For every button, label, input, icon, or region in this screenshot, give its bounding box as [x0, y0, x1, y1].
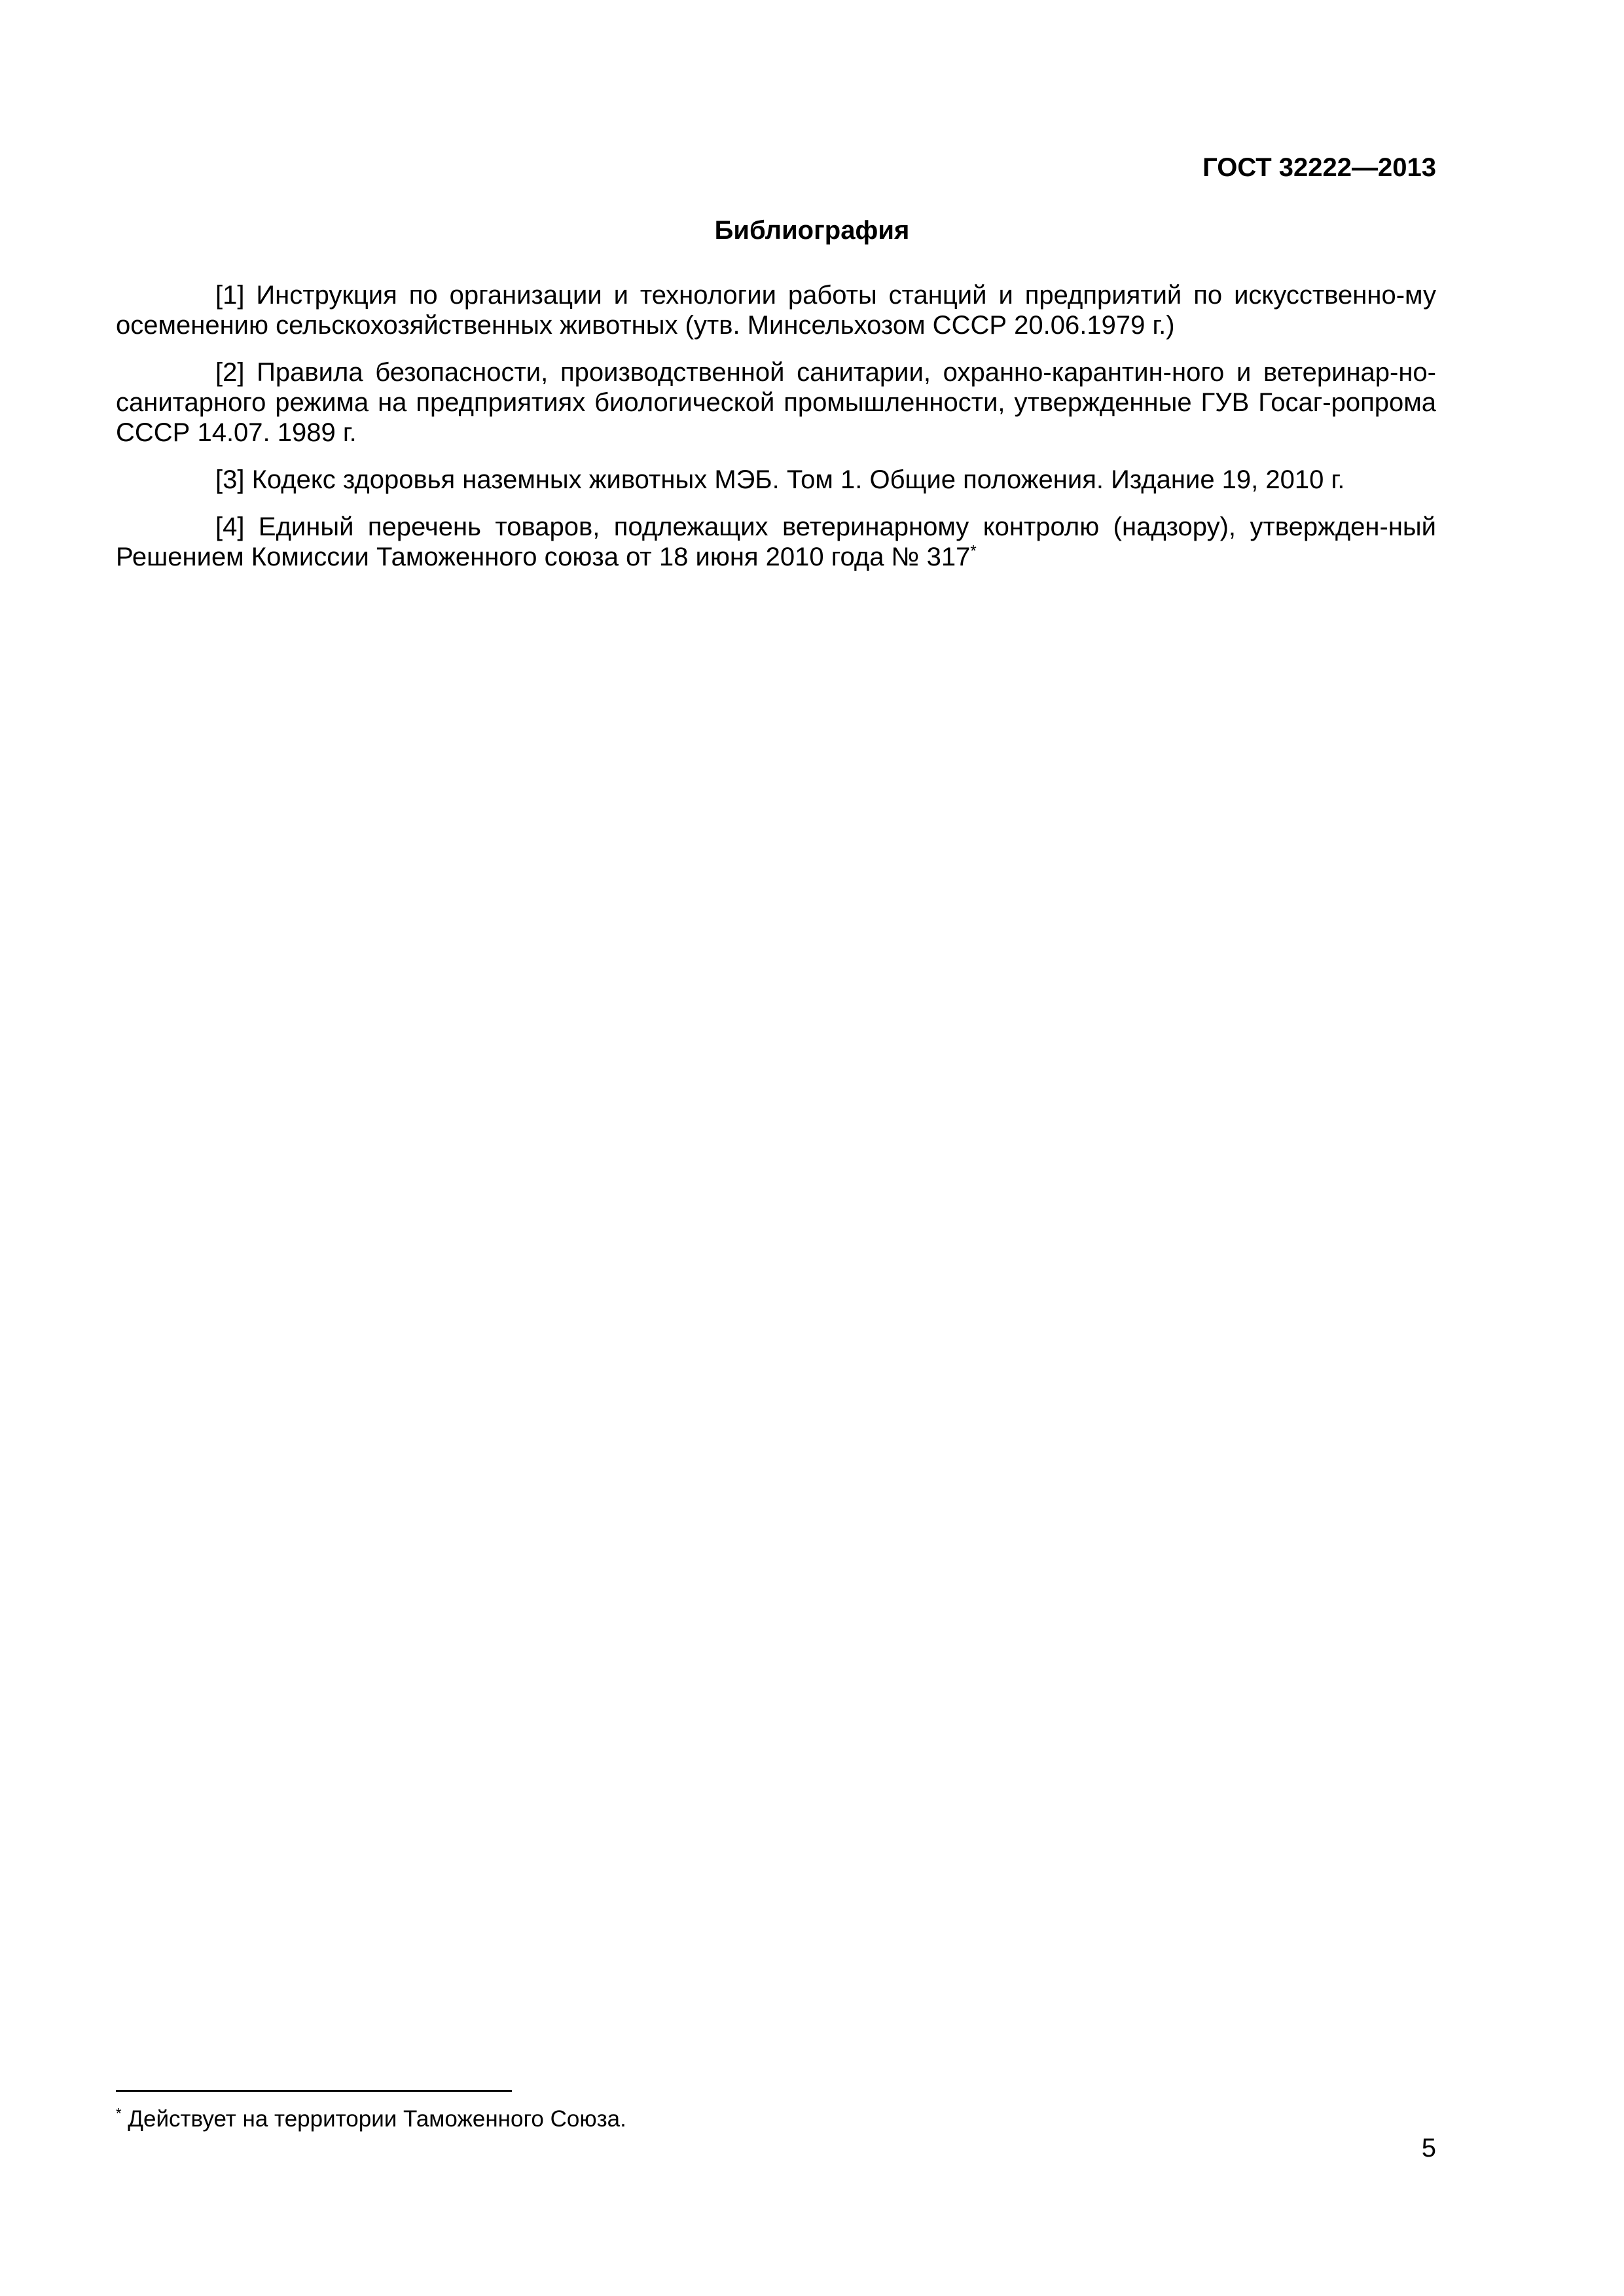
footnote-separator: [116, 2090, 512, 2092]
bibliography-list: [116, 280, 1436, 589]
bibliography-title: Библиография: [714, 216, 910, 245]
page-number: 5: [1421, 2134, 1436, 2162]
document-id-header: ГОСТ 32222—2013: [1202, 153, 1436, 182]
bibliography-entry-text: [1] Инструкция по организации и технологии работы станций и предприятий по искусственно-му осеменению сельскохозяйственных животных (утв. Минсельхозом СССР 20.06.1979 г.): [116, 281, 1436, 340]
footnote: [116, 2106, 626, 2132]
footnote-mark: *: [116, 2105, 122, 2122]
bibliography-entry-4: [116, 512, 1436, 572]
footnote-reference-mark: *: [970, 542, 977, 560]
footnote-text: Действует на территории Таможенного Союза.: [128, 2106, 626, 2132]
bibliography-entry-2: [116, 357, 1436, 448]
bibliography-entry-3: [116, 465, 1436, 495]
bibliography-entry-text: [4] Единый перечень товаров, подлежащих ветеринарному контролю (надзору), утвержден-ный Решением Комиссии Таможенного союза от 18 июня 2010 года № 317: [116, 512, 1436, 571]
bibliography-entry-text: [3] Кодекс здоровья наземных животных МЭБ. Том 1. Общие положения. Издание 19, 2010 г.: [215, 465, 1345, 494]
bibliography-entry-text: [2] Правила безопасности, производственной санитарии, охранно-карантин-ного и ветеринар-но-санитарного режима на предприятиях биологической промышленности, утвержденные ГУВ Госаг-ропрома СССР 14.07. 1989 г.: [116, 358, 1436, 447]
bibliography-entry-1: [116, 280, 1436, 340]
